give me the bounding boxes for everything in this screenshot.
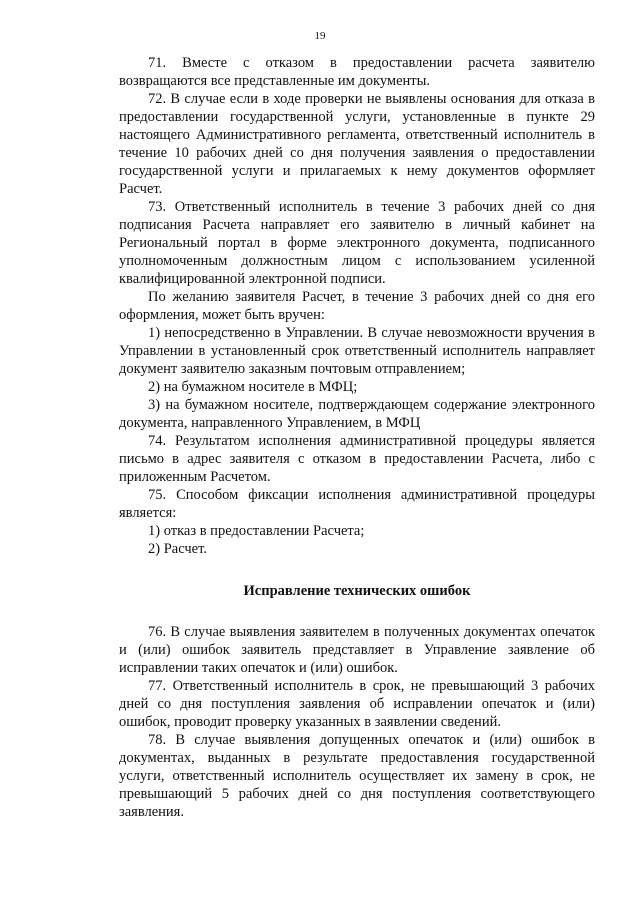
- paragraph-74: 74. Результатом исполнения административной процедуры является письмо в адрес заявителя с отказом в предоставлении Расчета, либо с приложенным Расчетом.: [119, 433, 595, 485]
- paragraph-71: 71. Вместе с отказом в предоставлении расчета заявителю возвращаются все представленные им документы.: [119, 55, 595, 89]
- paragraph-75: 75. Способом фиксации исполнения административной процедуры является:: [119, 487, 595, 521]
- paragraph-77: 77. Ответственный исполнитель в срок, не превышающий 3 рабочих дней со дня поступления заявления об исправлении опечаток и (или) ошибок, проводит проверку указанных в заявлении сведений.: [119, 678, 595, 730]
- paragraph-delivery-intro: По желанию заявителя Расчет, в течение 3 рабочих дней со дня его оформления, может быть вручен:: [119, 289, 595, 323]
- list-item-delivery-1: 1) непосредственно в Управлении. В случае невозможности вручения в Управлении в установленный срок ответственный исполнитель направляет документ заявителю заказным почтовым отправлением;: [119, 325, 595, 377]
- list-item-fixation-2: 2) Расчет.: [148, 541, 207, 557]
- paragraph-78: 78. В случае выявления допущенных опечаток и (или) ошибок в документах, выданных в результате предоставления государственной услуги, ответственный исполнитель осуществляет их замену в срок, не превышающий 5 рабочих дней со дня поступления соответствующего заявления.: [119, 732, 595, 820]
- page-number: 19: [314, 30, 326, 42]
- document-body: [119, 54, 595, 821]
- list-item-delivery-3: 3) на бумажном носителе, подтверждающем содержание электронного документа, направленного Управлением, в МФЦ: [119, 397, 595, 431]
- section-heading: Исправление технических ошибок: [243, 583, 471, 599]
- list-item-fixation-1: 1) отказ в предоставлении Расчета;: [148, 523, 365, 539]
- paragraph-72: 72. В случае если в ходе проверки не выявлены основания для отказа в предоставлении государственной услуги, установленные в пункте 29 настоящего Административного регламента, ответственный исполнитель в течение 10 рабочих дней со дня получения заявления о предоставлении государственной услуги и прилагаемых к нему документов оформляет Расчет.: [119, 91, 595, 197]
- list-item-delivery-2: 2) на бумажном носителе в МФЦ;: [148, 379, 358, 395]
- paragraph-73: 73. Ответственный исполнитель в течение 3 рабочих дней со дня подписания Расчета направляет его заявителю в личный кабинет на Региональный портал в форме электронного документа, подписанного уполномоченным должностным лицом с использованием усиленной квалифицированной электронной подписи.: [119, 199, 595, 287]
- paragraph-76: 76. В случае выявления заявителем в полученных документах опечаток и (или) ошибок заявитель представляет в Управление заявление об исправлении таких опечаток и (или) ошибок.: [119, 624, 595, 676]
